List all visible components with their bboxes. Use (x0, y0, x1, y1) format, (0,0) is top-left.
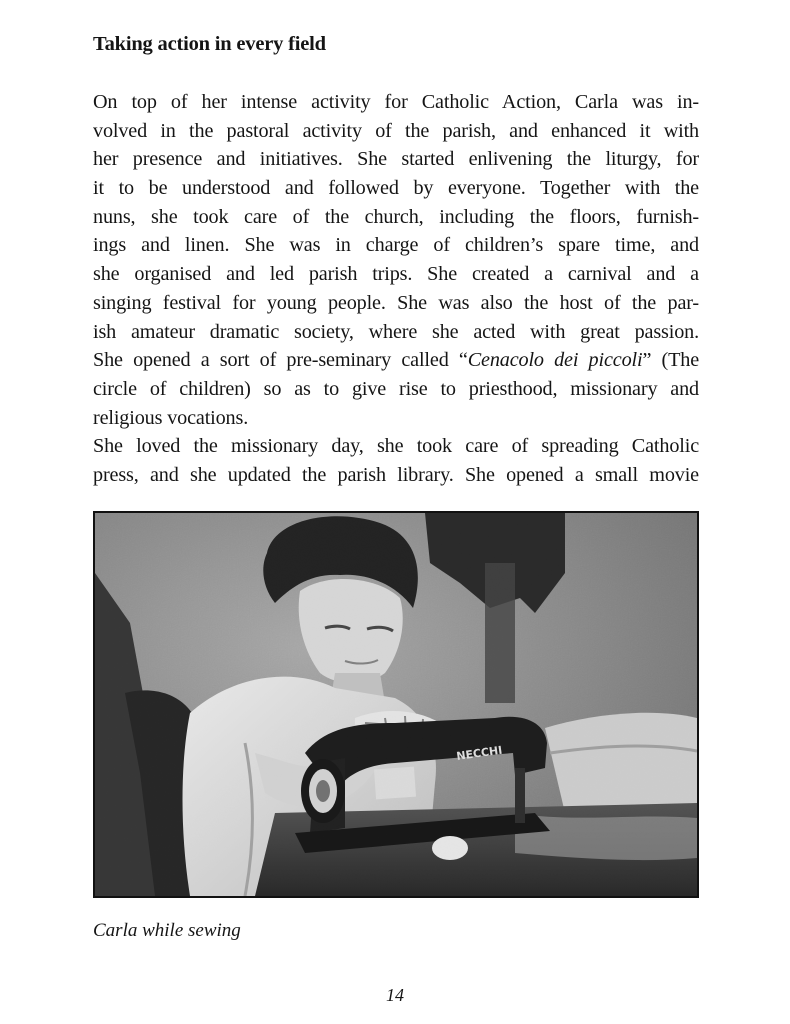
text-line: religious vocations. (93, 406, 249, 429)
text-line: circle of children) so as to give rise to priesthood, missionary and (93, 377, 699, 400)
text-segment: She opened a sort of pre-seminary called “ (93, 349, 468, 372)
text-line-with-italic (93, 346, 699, 375)
page-number: 14 (386, 985, 404, 1005)
italic-title: Cenacolo dei piccoli (467, 349, 643, 372)
text-segment: ” (The (642, 349, 700, 372)
text-line: volved in the pastoral activity of the parish, and enhanced it with (93, 119, 699, 142)
text-line: She loved the missionary day, she took care of spreading Catholic (93, 435, 699, 458)
text-line: she organised and led parish trips. She created a carnival and a (93, 263, 699, 286)
text-line: ish amateur dramatic society, where she acted with great passion. (93, 320, 699, 343)
text-line: it to be understood and followed by everyone. Together with the (93, 177, 699, 200)
text-line: On top of her intense activity for Catholic Action, Carla was in- (93, 91, 699, 113)
body-text (93, 88, 699, 490)
text-line: her presence and initiatives. She started enlivening the liturgy, for (93, 148, 699, 171)
photograph (93, 511, 699, 898)
text-line: ings and linen. She was in charge of children’s spare time, and (93, 234, 699, 257)
text-line: nuns, she took care of the church, including the floors, furnish- (93, 205, 699, 228)
text-line: singing festival for young people. She was also the host of the par- (93, 291, 699, 314)
section-heading: Taking action in every field (93, 33, 326, 55)
text-line: press, and she updated the parish library. She opened a small movie (93, 463, 699, 486)
sewing-photo (95, 513, 697, 896)
photo-caption: Carla while sewing (93, 920, 241, 941)
machine-brand-label: NECCHI (455, 743, 504, 763)
